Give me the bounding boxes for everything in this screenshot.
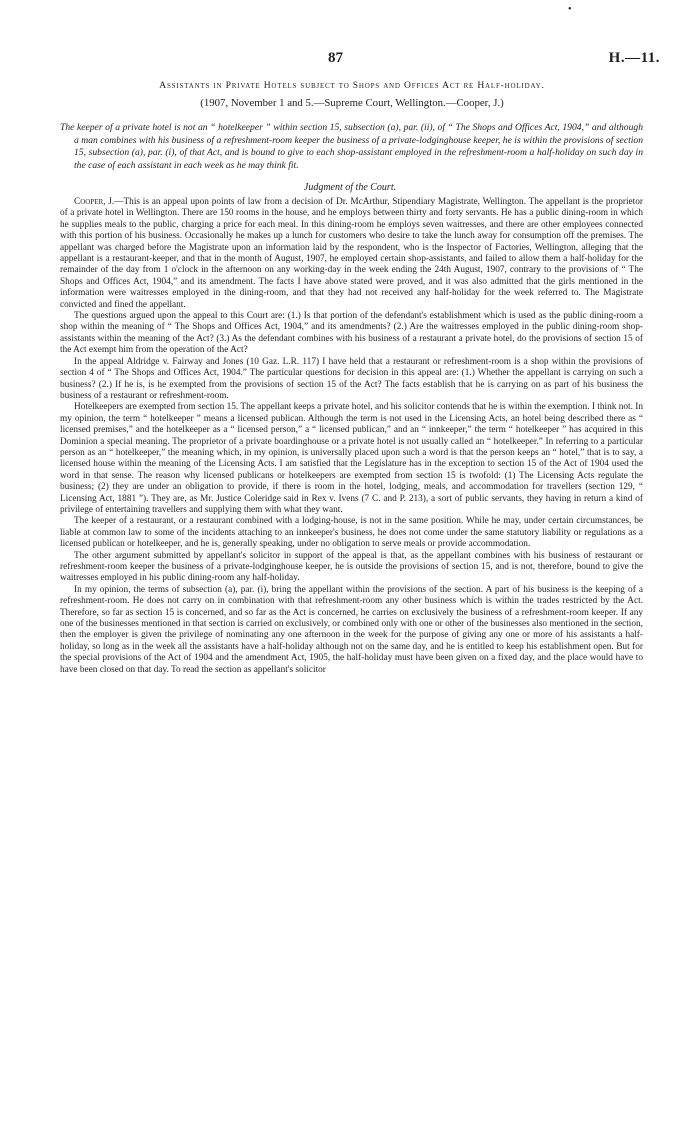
paragraph: The questions argued upon the appeal to this Court are: (1.) Is that portion of the defendant's establishment which is used as the public dining-room a shop within the meaning of “ The Shops and Offices Act, 1904,” and its amendments? (2.) Are the waitresses employed in the public dining-room shop-assistants within the meaning of the Act? (3.) As the defendant combines with his business of a restaurant a private hotel, do the provisions of section 15 of the Act exempt him from the operation of the Act?	[60, 311, 643, 356]
paragraph-text: —This is an appeal upon points of law from a decision of Dr. McArthur, Stipendiary Magistrate, Wellington. The appellant is the proprietor of a private hotel in Wellington. There are 150 rooms in the house, and he employs between thirty and forty servants. He has a public dining-room in which he supplies meals to the public, charging a price for each meal. In this dining-room he employs seven waitresses, and there are other employees connected with this portion of his business. Occasionally he makes up a lunch for customers who desire to take the lunch away for consumption off the premises. The appellant was charged before the Magistrate upon an information laid by the respondent, who is the Inspector of Factories, Wellington, alleging that the appellant is a restaurant-keeper, and that in the month of August, 1907, he employed certain shop-assistants, and failed to allow them a half-holiday for the remainder of the day from 1 o'clock in the afternoon on any working-day in the week ending the 24th August, 1907, contrary to the provisions of “ The Shops and Offices Act, 1904,” and its amendment. The facts I have above stated were proved, and it was also admitted that the girls mentioned in the information were waitresses employed in the dining-room, and that they had not received any half-holiday for the week referred to. The Magistrate convicted and fined the appellant.	[60, 197, 643, 310]
judgment-body	[60, 197, 643, 676]
headnote: The keeper of a private hotel is not an “ hotelkeeper ” within section 15, subsection (a), par. (ii), of “ The Shops and Offices Act, 1904,” and although a man combines with his business of a refreshment-room keeper the business of a private-lodginghouse keeper, he is within the provisions of section 15, subsection (a), par. (i), of that Act, and is bound to give to each shop-assistant employed in the refreshment-room a half-holiday on such day in the case of each assistant in each week as he may think fit.	[60, 122, 643, 171]
paragraph	[60, 197, 643, 311]
case-title: Assistants in Private Hotels subject to Shops and Offices Act re Half-holiday.	[159, 80, 545, 91]
page-number: 87	[328, 50, 343, 66]
case-citation: (1907, November 1 and 5.—Supreme Court, Wellington.—Cooper, J.)	[200, 97, 504, 109]
paragraph: Hotelkeepers are exempted from section 15. The appellant keeps a private hotel, and his solicitor contends that he is within the exemption. I think not. In my opinion, the term “ hotelkeeper ” means a licensed publican. Although the term is not used in the Licensing Acts, an hotel being described there as “ licensed premises,” and the hotelkeeper as a “ licensed person,” a “ licensed publican,” and an “ innkeeper,” the term “ hotelkeeper ” has acquired in this Dominion a special meaning. The proprietor of a private boardinghouse or a private hotel is not usually called an “ hotelkeeper.” In referring to a particular person as an “ hotelkeeper,” the meaning which, in my opinion, is universally placed upon such a word is that the person keeps an “ hotel,” that is to say, a licensed house within the meaning of the Licensing Acts. I am satisfied that the Legislature has in the exception to section 15 of the Act of 1904 used the word in that sense. The reason why licensed publicans or hotelkeepers are exempted from section 15 is twofold: (1) The Licensing Acts regulate the business; (2) they are under an obligation to provide, if there is room in the hotel, lodging, meals, and accommodation for travellers (section 129, “ Licensing Act, 1881 ”). They are, as Mr. Justice Coleridge said in Rex v. Ivens (7 C. and P. 213), a sort of public servants, they having in return a kind of privilege of entertaining travellers and supplying them with what they want.	[60, 402, 643, 515]
paragraph: In the appeal Aldridge v. Fairway and Jones (10 Gaz. L.R. 117) I have held that a restaurant or refreshment-room is a shop within the provisions of section 4 of “ The Shops and Offices Act, 1904.” The particular questions for decision in this appeal are: (1.) Whether the appellant is carrying on such a business? (2.) If he is, is he exempted from the provisions of section 15 of the Act? The facts establish that he is carrying on as part of his business the business of a restaurant or refreshment-room.	[60, 356, 643, 401]
paragraph: In my opinion, the terms of subsection (a), par. (i), bring the appellant within the provisions of the section. A part of his business is the keeping of a refreshment-room. He does not carry on in combination with that refreshment-room any other business which is within the trades restricted by the Act. Therefore, so far as section 15 is concerned, and so far as the Act is concerned, he carries on exclusively the business of a refreshment-room keeper. If any one of the businesses mentioned in that section is carried on exclusively, or combined only with one or other of the businesses also mentioned in the section, then the employer is given the privilege of nominating any one afternoon in the week for the purpose of giving any one or more of his assistants a half-holiday, so long as in the week all the assistants have a half-holiday although not on the same day, and he is entitled to keep his establishment open. But for the special provisions of the Act of 1904 and the amendment Act, 1905, the half-holiday must have been given on a fixed day, and the place would have to have been closed on that day. To read the section as appellant's solicitor	[60, 584, 643, 675]
page-header	[0, 50, 700, 70]
paragraph: The keeper of a restaurant, or a restaurant combined with a lodging-house, is not in the same position. While he may, under certain circumstances, be liable at common law to some of the incidents attaching to an innkeeper's business, he does not come under the same statutory liability or regulations as a licensed publican or hotelkeeper, and he is, generally speaking, under no obligation to serve meals or provide accommodation.	[60, 516, 643, 550]
document-reference: H.—11.	[608, 50, 660, 66]
judgment-heading: Judgment of the Court.	[303, 182, 397, 193]
corner-mark: •	[568, 4, 572, 15]
judge-name: Cooper, J.	[74, 197, 115, 207]
paragraph: The other argument submitted by appellant's solicitor in support of the appeal is that, as the appellant combines with his business of restaurant or refreshment-room keeper the business of a private-lodginghouse keeper, he is outside the provisions of section 15, and is not, therefore, bound to give the waitresses employed in his public dining-room any half-holiday.	[60, 550, 643, 584]
